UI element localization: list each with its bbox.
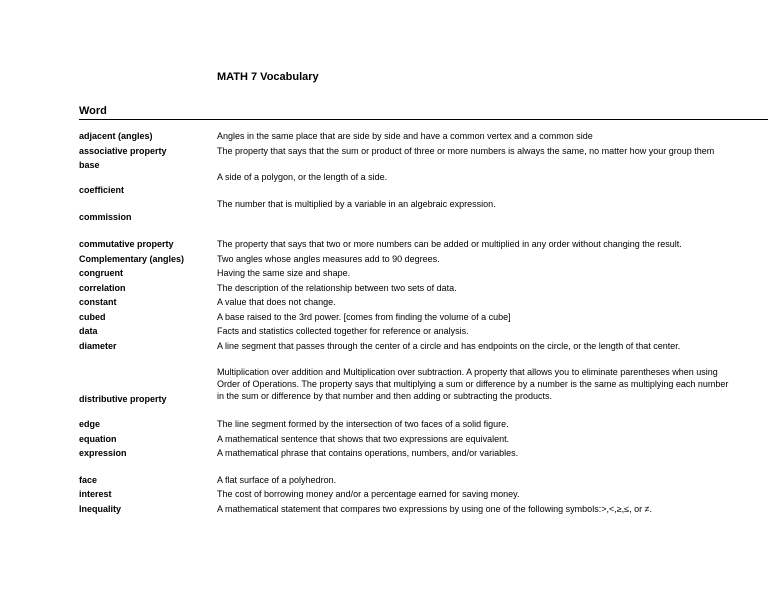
term: commission (79, 212, 132, 222)
term: cubed (79, 312, 106, 322)
definition: A mathematical phrase that contains operations, numbers, and/or variables. (217, 448, 519, 458)
definition: The property that says that the sum or product of three or more numbers is always the same, no matter how your group them (217, 146, 715, 156)
term: expression (79, 448, 127, 458)
page-title: MATH 7 Vocabulary (217, 71, 319, 83)
term: base (79, 160, 100, 170)
term: adjacent (angles) (79, 131, 153, 141)
term: congruent (79, 268, 123, 278)
term: coefficient (79, 185, 125, 195)
term: face (79, 475, 98, 485)
term: associative property (79, 146, 167, 156)
definition: A value that does not change. (217, 297, 336, 307)
term: commutative property (79, 239, 174, 249)
term: diameter (79, 341, 117, 351)
definition: A mathematical statement that compares two expressions by using one of the following symbols:>,<,≥,≤, or ≠. (217, 504, 653, 514)
term: equation (79, 434, 117, 444)
term: Inequality (79, 504, 122, 514)
definition: Facts and statistics collected together for reference or analysis. (217, 326, 469, 336)
header-divider (79, 119, 768, 120)
definition: Angles in the same place that are side by side and have a common vertex and a common side (217, 131, 593, 141)
definition: Two angles whose angles measures add to 90 degrees. (217, 254, 440, 264)
definition: The number that is multiplied by a variable in an algebraic expression. (217, 199, 496, 209)
definition: Having the same size and shape. (217, 268, 351, 278)
definition: Multiplication over addition and Multiplication over subtraction. A property that allows you to eliminate parentheses when using Order of Operations. The property says that multiplying a sum or difference by a number is the same as multiplying each number in the sum or difference by that number and then adding or subtracting the products. (217, 367, 729, 401)
term: Complementary (angles) (79, 254, 185, 264)
term: interest (79, 489, 112, 499)
definition: A base raised to the 3rd power. [comes from finding the volume of a cube] (217, 312, 511, 322)
column-header-word: Word (79, 105, 107, 117)
definition: The description of the relationship between two sets of data. (217, 283, 457, 293)
definition: A line segment that passes through the center of a circle and has endpoints on the circle, or the length of that center. (217, 341, 681, 351)
definition: The property that says that two or more numbers can be added or multiplied in any order without changing the result. (217, 239, 682, 249)
definition: A mathematical sentence that shows that two expressions are equivalent. (217, 434, 510, 444)
definition: A side of a polygon, or the length of a side. (217, 172, 388, 182)
definition: A flat surface of a polyhedron. (217, 475, 337, 485)
term: distributive property (79, 394, 167, 404)
term: data (79, 326, 98, 336)
definition: The line segment formed by the intersection of two faces of a solid figure. (217, 419, 509, 429)
term: correlation (79, 283, 126, 293)
term: constant (79, 297, 117, 307)
term: edge (79, 419, 101, 429)
definition: The cost of borrowing money and/or a percentage earned for saving money. (217, 489, 520, 499)
